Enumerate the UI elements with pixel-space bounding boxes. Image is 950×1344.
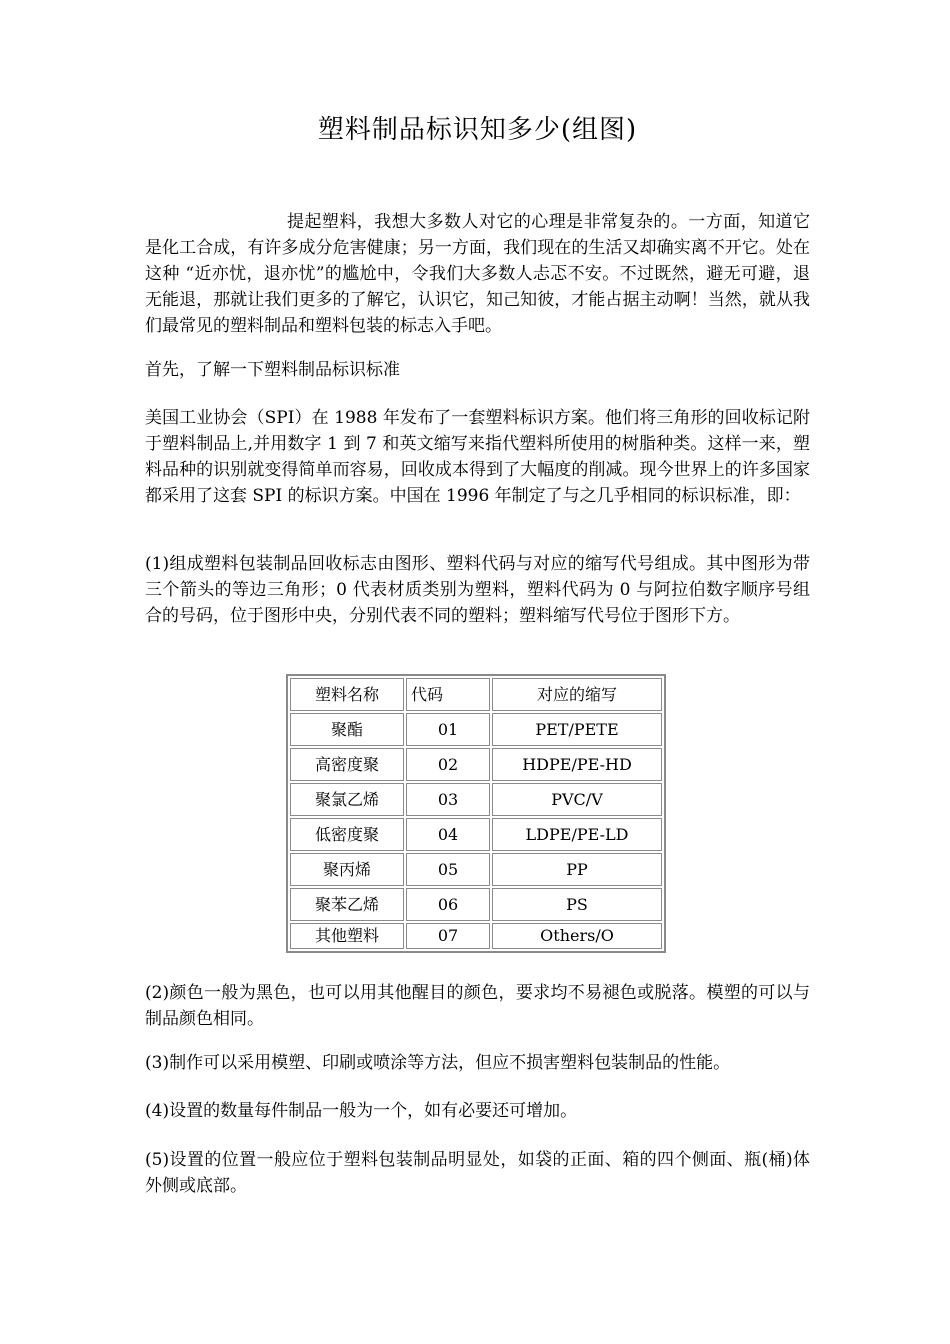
cell-plastic-name: 聚酯 <box>290 713 404 746</box>
cell-abbreviation: PVC/V <box>492 783 662 816</box>
item-3-paragraph: (3)制作可以采用模塑、印刷或喷涂等方法，但应不损害塑料包装制品的性能。 <box>145 1053 731 1073</box>
header-abbreviation: 对应的缩写 <box>492 678 662 711</box>
cell-abbreviation: LDPE/PE-LD <box>492 818 662 851</box>
cell-abbreviation: PP <box>492 853 662 886</box>
cell-code: 06 <box>406 888 490 921</box>
plastic-codes-table <box>286 674 666 953</box>
cell-abbreviation: PET/PETE <box>492 713 662 746</box>
cell-plastic-name: 低密度聚 <box>290 818 404 851</box>
header-code: 代码 <box>406 678 490 711</box>
table-row <box>290 713 662 746</box>
cell-code: 05 <box>406 853 490 886</box>
table-header-row <box>290 678 662 711</box>
item-1-paragraph: (1)组成塑料包装制品回收标志由图形、塑料代码与对应的缩写代号组成。其中图形为带三个箭头的等边三角形；0 代表材质类别为塑料，塑料代码为 0 与阿拉伯数字顺序号组合的号码，位于图形中央，分别代表不同的塑料；塑料缩写代号位于图形下方。 <box>145 554 810 626</box>
cell-plastic-name: 聚苯乙烯 <box>290 888 404 921</box>
table-row <box>290 783 662 816</box>
intro-paragraph: 提起塑料，我想大多数人对它的心理是非常复杂的。一方面，知道它是化工合成，有许多成分危害健康；另一方面，我们现在的生活又却确实离不开它。处在这种 “近亦忧，退亦忧”的尴尬中，令我们大多数人忐忑不安。不过既然，避无可避，退无能退，那就让我们更多的了解它，认识它，知己知彼，才能占据主动啊！当然，就从我们最常见的塑料制品和塑料包装的标志入手吧。 <box>145 212 810 336</box>
cell-plastic-name: 聚丙烯 <box>290 853 404 886</box>
table-row <box>290 923 662 949</box>
spi-paragraph: 美国工业协会（SPI）在 1988 年发布了一套塑料标识方案。他们将三角形的回收标记附于塑料制品上,并用数字 1 到 7 和英文缩写来指代塑料所使用的树脂种类。这样一来，塑料品种的识别就变得简单而容易，回收成本得到了大幅度的削减。现今世界上的许多国家都采用了这套 SPI 的标识方案。中国在 1996 年制定了与之几乎相同的标识标准，即： <box>145 408 810 506</box>
cell-abbreviation: HDPE/PE-HD <box>492 748 662 781</box>
cell-abbreviation: PS <box>492 888 662 921</box>
cell-plastic-name: 高密度聚 <box>290 748 404 781</box>
cell-code: 03 <box>406 783 490 816</box>
section-heading: 首先，了解一下塑料制品标识标准 <box>145 360 400 380</box>
cell-abbreviation: Others/O <box>492 923 662 949</box>
cell-code: 02 <box>406 748 490 781</box>
header-plastic-name: 塑料名称 <box>290 678 404 711</box>
plastic-codes-table-wrap <box>286 674 666 953</box>
item-5-paragraph: (5)设置的位置一般应位于塑料包装制品明显处，如袋的正面、箱的四个侧面、瓶(桶)体外侧或底部。 <box>145 1150 810 1196</box>
cell-plastic-name: 聚氯乙烯 <box>290 783 404 816</box>
cell-code: 01 <box>406 713 490 746</box>
cell-code: 07 <box>406 923 490 949</box>
table-row <box>290 818 662 851</box>
table-row <box>290 888 662 921</box>
table-row <box>290 853 662 886</box>
item-2-paragraph: (2)颜色一般为黑色，也可以用其他醒目的颜色，要求均不易褪色或脱落。模塑的可以与制品颜色相同。 <box>145 983 810 1029</box>
cell-plastic-name: 其他塑料 <box>290 923 404 949</box>
document-title: 塑料制品标识知多少(组图) <box>317 115 638 145</box>
cell-code: 04 <box>406 818 490 851</box>
item-4-paragraph: (4)设置的数量每件制品一般为一个，如有必要还可增加。 <box>145 1101 578 1121</box>
table-row <box>290 748 662 781</box>
